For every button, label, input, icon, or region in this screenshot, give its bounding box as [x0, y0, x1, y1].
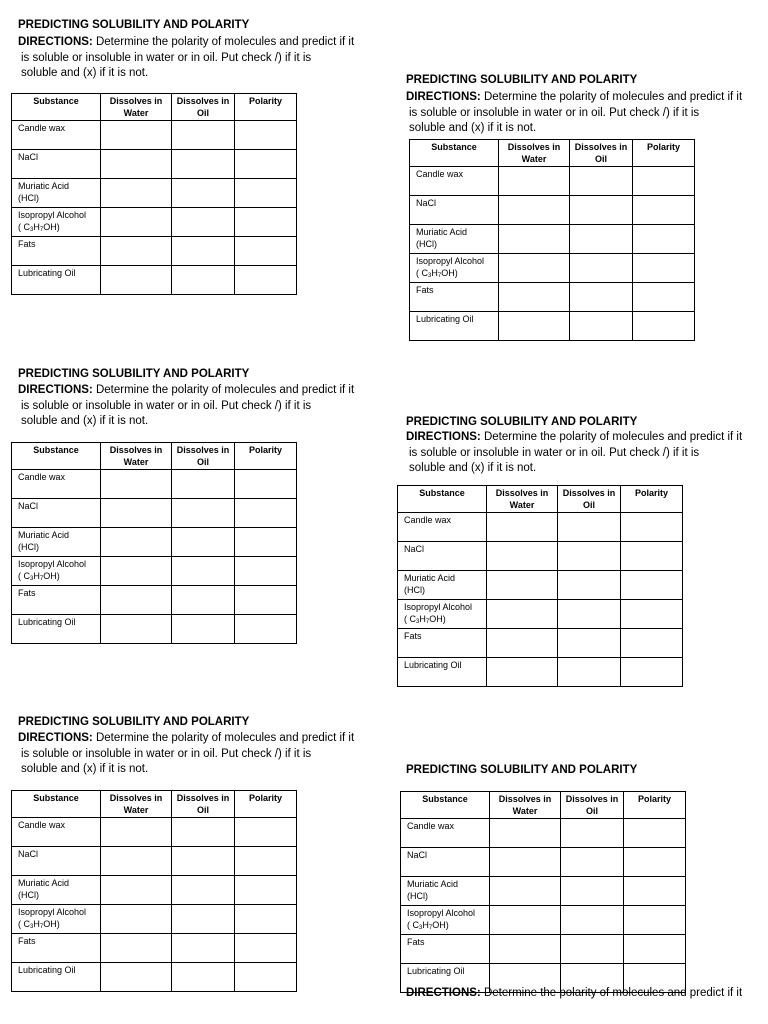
cell-oil[interactable] — [172, 179, 235, 208]
directions-line: Determine the polarity of molecules and predict if it — [95, 36, 355, 48]
cell-polarity[interactable] — [624, 935, 686, 964]
cell-water[interactable] — [499, 254, 570, 283]
cell-oil[interactable] — [172, 905, 235, 934]
cell-substance: Muriatic Acid (HCl) — [410, 225, 499, 254]
cell-oil[interactable] — [561, 877, 624, 906]
directions-line: Determine the polarity of molecules and predict if it — [95, 732, 355, 744]
directions-text — [18, 731, 378, 778]
solubility-table — [11, 442, 297, 644]
cell-substance: Fats — [12, 237, 101, 266]
cell-polarity[interactable] — [235, 818, 297, 847]
table-row — [12, 528, 297, 557]
cell-substance: Lubricating Oil — [410, 312, 499, 341]
cell-polarity[interactable] — [235, 208, 297, 237]
cell-polarity[interactable] — [621, 658, 683, 687]
directions-line: Determine the polarity of molecules and predict if it — [483, 987, 743, 999]
cell-water[interactable] — [101, 266, 172, 295]
cell-oil[interactable] — [570, 254, 633, 283]
cell-water[interactable] — [101, 237, 172, 266]
directions-line: Determine the polarity of molecules and predict if it — [483, 431, 743, 443]
table-row — [12, 557, 297, 586]
cell-polarity[interactable] — [633, 254, 695, 283]
cell-oil[interactable] — [172, 208, 235, 237]
cell-oil[interactable] — [172, 963, 235, 992]
cell-polarity[interactable] — [633, 196, 695, 225]
cell-substance: Candle wax — [410, 167, 499, 196]
cell-oil[interactable] — [172, 818, 235, 847]
table-row — [398, 542, 683, 571]
cell-oil[interactable] — [561, 848, 624, 877]
cell-water[interactable] — [101, 499, 172, 528]
directions-label: DIRECTIONS: — [18, 36, 93, 48]
table-row — [401, 935, 686, 964]
cell-polarity[interactable] — [235, 528, 297, 557]
cell-oil[interactable] — [570, 283, 633, 312]
cell-oil[interactable] — [172, 528, 235, 557]
cell-oil[interactable] — [172, 499, 235, 528]
cell-substance: Muriatic Acid (HCl) — [12, 876, 101, 905]
worksheet-title: PREDICTING SOLUBILITY AND POLARITY — [406, 764, 638, 776]
table-row — [12, 208, 297, 237]
directions-text — [406, 90, 766, 137]
table-header-row — [12, 791, 297, 818]
cell-substance: Isopropyl Alcohol ( $C_3H_7OH$) — [398, 600, 487, 629]
directions-line: is soluble or insoluble in water or in oil. Put check /) if it is — [21, 399, 312, 412]
cell-water[interactable] — [487, 600, 558, 629]
header-substance: Substance — [410, 140, 499, 167]
solubility-table — [400, 791, 686, 993]
cell-oil[interactable] — [172, 615, 235, 644]
cell-water[interactable] — [101, 121, 172, 150]
header-polarity: Polarity — [624, 792, 686, 819]
directions-line: soluble and (x) if it is not. — [409, 122, 537, 134]
header-dissolves-oil: Dissolves in Oil — [558, 486, 621, 513]
table-row — [401, 819, 686, 848]
header-dissolves-water: Dissolves in Water — [101, 94, 172, 121]
cell-oil[interactable] — [570, 312, 633, 341]
cell-polarity[interactable] — [235, 499, 297, 528]
cell-polarity[interactable] — [624, 848, 686, 877]
cell-water[interactable] — [499, 167, 570, 196]
cell-substance: Candle wax — [12, 470, 101, 499]
cell-oil[interactable] — [558, 513, 621, 542]
directions-line: soluble and (x) if it is not. — [409, 462, 537, 474]
cell-substance: Candle wax — [12, 121, 101, 150]
cell-water[interactable] — [101, 208, 172, 237]
cell-substance: NaCl — [398, 542, 487, 571]
header-dissolves-water: Dissolves in Water — [101, 791, 172, 818]
cell-substance: NaCl — [12, 150, 101, 179]
cell-water[interactable] — [101, 150, 172, 179]
cell-water[interactable] — [101, 470, 172, 499]
directions-label: DIRECTIONS: — [18, 732, 93, 744]
table-row — [410, 283, 695, 312]
cell-water[interactable] — [490, 935, 561, 964]
directions-line: is soluble or insoluble in water or in oil. Put check /) if it is — [409, 106, 700, 119]
solubility-table — [409, 139, 695, 341]
worksheet-title: PREDICTING SOLUBILITY AND POLARITY — [18, 716, 250, 728]
table-row — [398, 513, 683, 542]
cell-substance: Lubricating Oil — [398, 658, 487, 687]
directions-label: DIRECTIONS: — [406, 91, 481, 103]
cell-substance: NaCl — [401, 848, 490, 877]
directions-line: is soluble or insoluble in water or in oil. Put check /) if it is — [21, 51, 312, 64]
header-dissolves-water: Dissolves in Water — [499, 140, 570, 167]
table-header-row — [398, 486, 683, 513]
table-row — [12, 470, 297, 499]
cell-substance: Isopropyl Alcohol ( $C_3H_7OH$) — [12, 905, 101, 934]
header-dissolves-water: Dissolves in Water — [101, 443, 172, 470]
cell-substance: Isopropyl Alcohol ( $C_3H_7OH$) — [401, 906, 490, 935]
cell-water[interactable] — [101, 557, 172, 586]
table-header-row — [12, 443, 297, 470]
directions-label: DIRECTIONS: — [406, 431, 481, 443]
cell-polarity[interactable] — [633, 225, 695, 254]
header-polarity: Polarity — [235, 791, 297, 818]
table-header-row — [401, 792, 686, 819]
table-row — [410, 167, 695, 196]
cell-oil[interactable] — [172, 934, 235, 963]
directions-text — [406, 430, 766, 477]
directions-line: soluble and (x) if it is not. — [21, 763, 149, 775]
cell-oil[interactable] — [172, 557, 235, 586]
cell-oil[interactable] — [172, 470, 235, 499]
cell-oil[interactable] — [172, 586, 235, 615]
cell-polarity[interactable] — [235, 934, 297, 963]
cell-oil[interactable] — [570, 167, 633, 196]
cell-polarity[interactable] — [235, 150, 297, 179]
table-row — [398, 629, 683, 658]
directions-line: Determine the polarity of molecules and predict if it — [483, 91, 743, 103]
cell-substance: Lubricating Oil — [401, 964, 490, 993]
cell-substance: Muriatic Acid (HCl) — [12, 528, 101, 557]
header-dissolves-oil: Dissolves in Oil — [570, 140, 633, 167]
solubility-table — [11, 93, 297, 295]
cell-water[interactable] — [101, 818, 172, 847]
header-dissolves-water: Dissolves in Water — [487, 486, 558, 513]
cell-oil[interactable] — [172, 847, 235, 876]
cell-water[interactable] — [487, 658, 558, 687]
table-row — [12, 876, 297, 905]
table-row — [12, 266, 297, 295]
cell-polarity[interactable] — [235, 876, 297, 905]
table-row — [12, 847, 297, 876]
cell-polarity[interactable] — [633, 167, 695, 196]
cell-substance: Fats — [398, 629, 487, 658]
header-dissolves-oil: Dissolves in Oil — [561, 792, 624, 819]
directions-line: is soluble or insoluble in water or in oil. Put check /) if it is — [21, 747, 312, 760]
cell-polarity[interactable] — [235, 963, 297, 992]
cell-substance: NaCl — [12, 847, 101, 876]
cell-water[interactable] — [487, 542, 558, 571]
table-row — [410, 196, 695, 225]
cell-water[interactable] — [499, 312, 570, 341]
table-row — [398, 600, 683, 629]
cell-polarity[interactable] — [633, 312, 695, 341]
cell-water[interactable] — [101, 876, 172, 905]
cell-polarity[interactable] — [235, 586, 297, 615]
header-polarity: Polarity — [235, 94, 297, 121]
header-polarity: Polarity — [621, 486, 683, 513]
directions-text-partial — [406, 986, 742, 1001]
cell-water[interactable] — [490, 906, 561, 935]
cell-substance: Lubricating Oil — [12, 266, 101, 295]
cell-water[interactable] — [101, 528, 172, 557]
table-row — [12, 499, 297, 528]
table-row — [12, 121, 297, 150]
cell-oil[interactable] — [561, 906, 624, 935]
table-row — [12, 179, 297, 208]
cell-substance: NaCl — [410, 196, 499, 225]
header-polarity: Polarity — [633, 140, 695, 167]
cell-substance: Isopropyl Alcohol ( $C_3H_7OH$) — [410, 254, 499, 283]
directions-line: soluble and (x) if it is not. — [21, 415, 149, 427]
cell-polarity[interactable] — [621, 629, 683, 658]
cell-polarity[interactable] — [624, 877, 686, 906]
cell-oil[interactable] — [570, 196, 633, 225]
cell-oil[interactable] — [561, 819, 624, 848]
cell-substance: Candle wax — [398, 513, 487, 542]
cell-water[interactable] — [101, 847, 172, 876]
header-substance: Substance — [401, 792, 490, 819]
table-row — [410, 225, 695, 254]
solubility-table — [397, 485, 683, 687]
table-header-row — [410, 140, 695, 167]
cell-substance: Candle wax — [401, 819, 490, 848]
directions-line: soluble and (x) if it is not. — [21, 67, 149, 79]
cell-oil[interactable] — [561, 935, 624, 964]
worksheet-title: PREDICTING SOLUBILITY AND POLARITY — [18, 19, 250, 31]
directions-label: DIRECTIONS: — [18, 384, 93, 396]
table-row — [12, 237, 297, 266]
directions-line: is soluble or insoluble in water or in oil. Put check /) if it is — [409, 446, 700, 459]
cell-substance: Fats — [410, 283, 499, 312]
header-polarity: Polarity — [235, 443, 297, 470]
table-row — [12, 963, 297, 992]
cell-substance: Fats — [12, 934, 101, 963]
cell-water[interactable] — [499, 283, 570, 312]
directions-text — [18, 35, 378, 82]
cell-water[interactable] — [490, 819, 561, 848]
directions-text — [18, 383, 378, 430]
directions-label: DIRECTIONS: — [406, 987, 481, 999]
cell-substance: Isopropyl Alcohol ( $C_3H_7OH$) — [12, 557, 101, 586]
cell-oil[interactable] — [558, 542, 621, 571]
cell-water[interactable] — [101, 179, 172, 208]
worksheet-title: PREDICTING SOLUBILITY AND POLARITY — [18, 368, 250, 380]
cell-water[interactable] — [101, 934, 172, 963]
cell-polarity[interactable] — [235, 905, 297, 934]
cell-water[interactable] — [101, 905, 172, 934]
solubility-table — [11, 790, 297, 992]
cell-oil[interactable] — [172, 121, 235, 150]
cell-water[interactable] — [101, 615, 172, 644]
table-row — [398, 571, 683, 600]
cell-polarity[interactable] — [633, 283, 695, 312]
cell-substance: Lubricating Oil — [12, 615, 101, 644]
table-row — [401, 877, 686, 906]
cell-polarity[interactable] — [235, 557, 297, 586]
header-dissolves-water: Dissolves in Water — [490, 792, 561, 819]
worksheet-title: PREDICTING SOLUBILITY AND POLARITY — [406, 74, 638, 86]
cell-oil[interactable] — [558, 600, 621, 629]
cell-polarity[interactable] — [235, 470, 297, 499]
table-row — [401, 848, 686, 877]
cell-polarity[interactable] — [621, 542, 683, 571]
table-row — [12, 615, 297, 644]
cell-water[interactable] — [487, 571, 558, 600]
cell-substance: Candle wax — [12, 818, 101, 847]
cell-water[interactable] — [101, 586, 172, 615]
header-substance: Substance — [12, 94, 101, 121]
cell-polarity[interactable] — [235, 615, 297, 644]
cell-water[interactable] — [487, 629, 558, 658]
cell-oil[interactable] — [172, 876, 235, 905]
table-header-row — [12, 94, 297, 121]
table-row — [401, 906, 686, 935]
header-dissolves-oil: Dissolves in Oil — [172, 443, 235, 470]
cell-water[interactable] — [499, 196, 570, 225]
table-row — [12, 905, 297, 934]
worksheet-title: PREDICTING SOLUBILITY AND POLARITY — [406, 416, 638, 428]
cell-polarity[interactable] — [621, 600, 683, 629]
cell-polarity[interactable] — [235, 121, 297, 150]
table-row — [12, 586, 297, 615]
table-row — [12, 150, 297, 179]
header-dissolves-oil: Dissolves in Oil — [172, 791, 235, 818]
cell-substance: Isopropyl Alcohol ( $C_3H_7OH$) — [12, 208, 101, 237]
cell-water[interactable] — [487, 513, 558, 542]
cell-water[interactable] — [490, 877, 561, 906]
cell-oil[interactable] — [172, 266, 235, 295]
cell-substance: Fats — [401, 935, 490, 964]
header-substance: Substance — [398, 486, 487, 513]
header-substance: Substance — [12, 791, 101, 818]
cell-oil[interactable] — [172, 237, 235, 266]
cell-substance: Muriatic Acid (HCl) — [12, 179, 101, 208]
cell-oil[interactable] — [558, 571, 621, 600]
cell-polarity[interactable] — [624, 906, 686, 935]
cell-oil[interactable] — [172, 150, 235, 179]
cell-oil[interactable] — [570, 225, 633, 254]
directions-line: Determine the polarity of molecules and predict if it — [95, 384, 355, 396]
cell-water[interactable] — [499, 225, 570, 254]
cell-polarity[interactable] — [621, 571, 683, 600]
cell-substance: NaCl — [12, 499, 101, 528]
header-substance: Substance — [12, 443, 101, 470]
table-row — [12, 934, 297, 963]
cell-polarity[interactable] — [235, 266, 297, 295]
table-row — [410, 254, 695, 283]
cell-oil[interactable] — [558, 658, 621, 687]
cell-oil[interactable] — [558, 629, 621, 658]
cell-polarity[interactable] — [624, 819, 686, 848]
table-row — [398, 658, 683, 687]
cell-polarity[interactable] — [621, 513, 683, 542]
cell-water[interactable] — [490, 848, 561, 877]
cell-substance: Muriatic Acid (HCl) — [401, 877, 490, 906]
table-row — [12, 818, 297, 847]
cell-substance: Muriatic Acid (HCl) — [398, 571, 487, 600]
cell-water[interactable] — [101, 963, 172, 992]
cell-polarity[interactable] — [235, 847, 297, 876]
cell-substance: Lubricating Oil — [12, 963, 101, 992]
table-row — [410, 312, 695, 341]
cell-substance: Fats — [12, 586, 101, 615]
cell-polarity[interactable] — [235, 179, 297, 208]
header-dissolves-oil: Dissolves in Oil — [172, 94, 235, 121]
cell-polarity[interactable] — [235, 237, 297, 266]
